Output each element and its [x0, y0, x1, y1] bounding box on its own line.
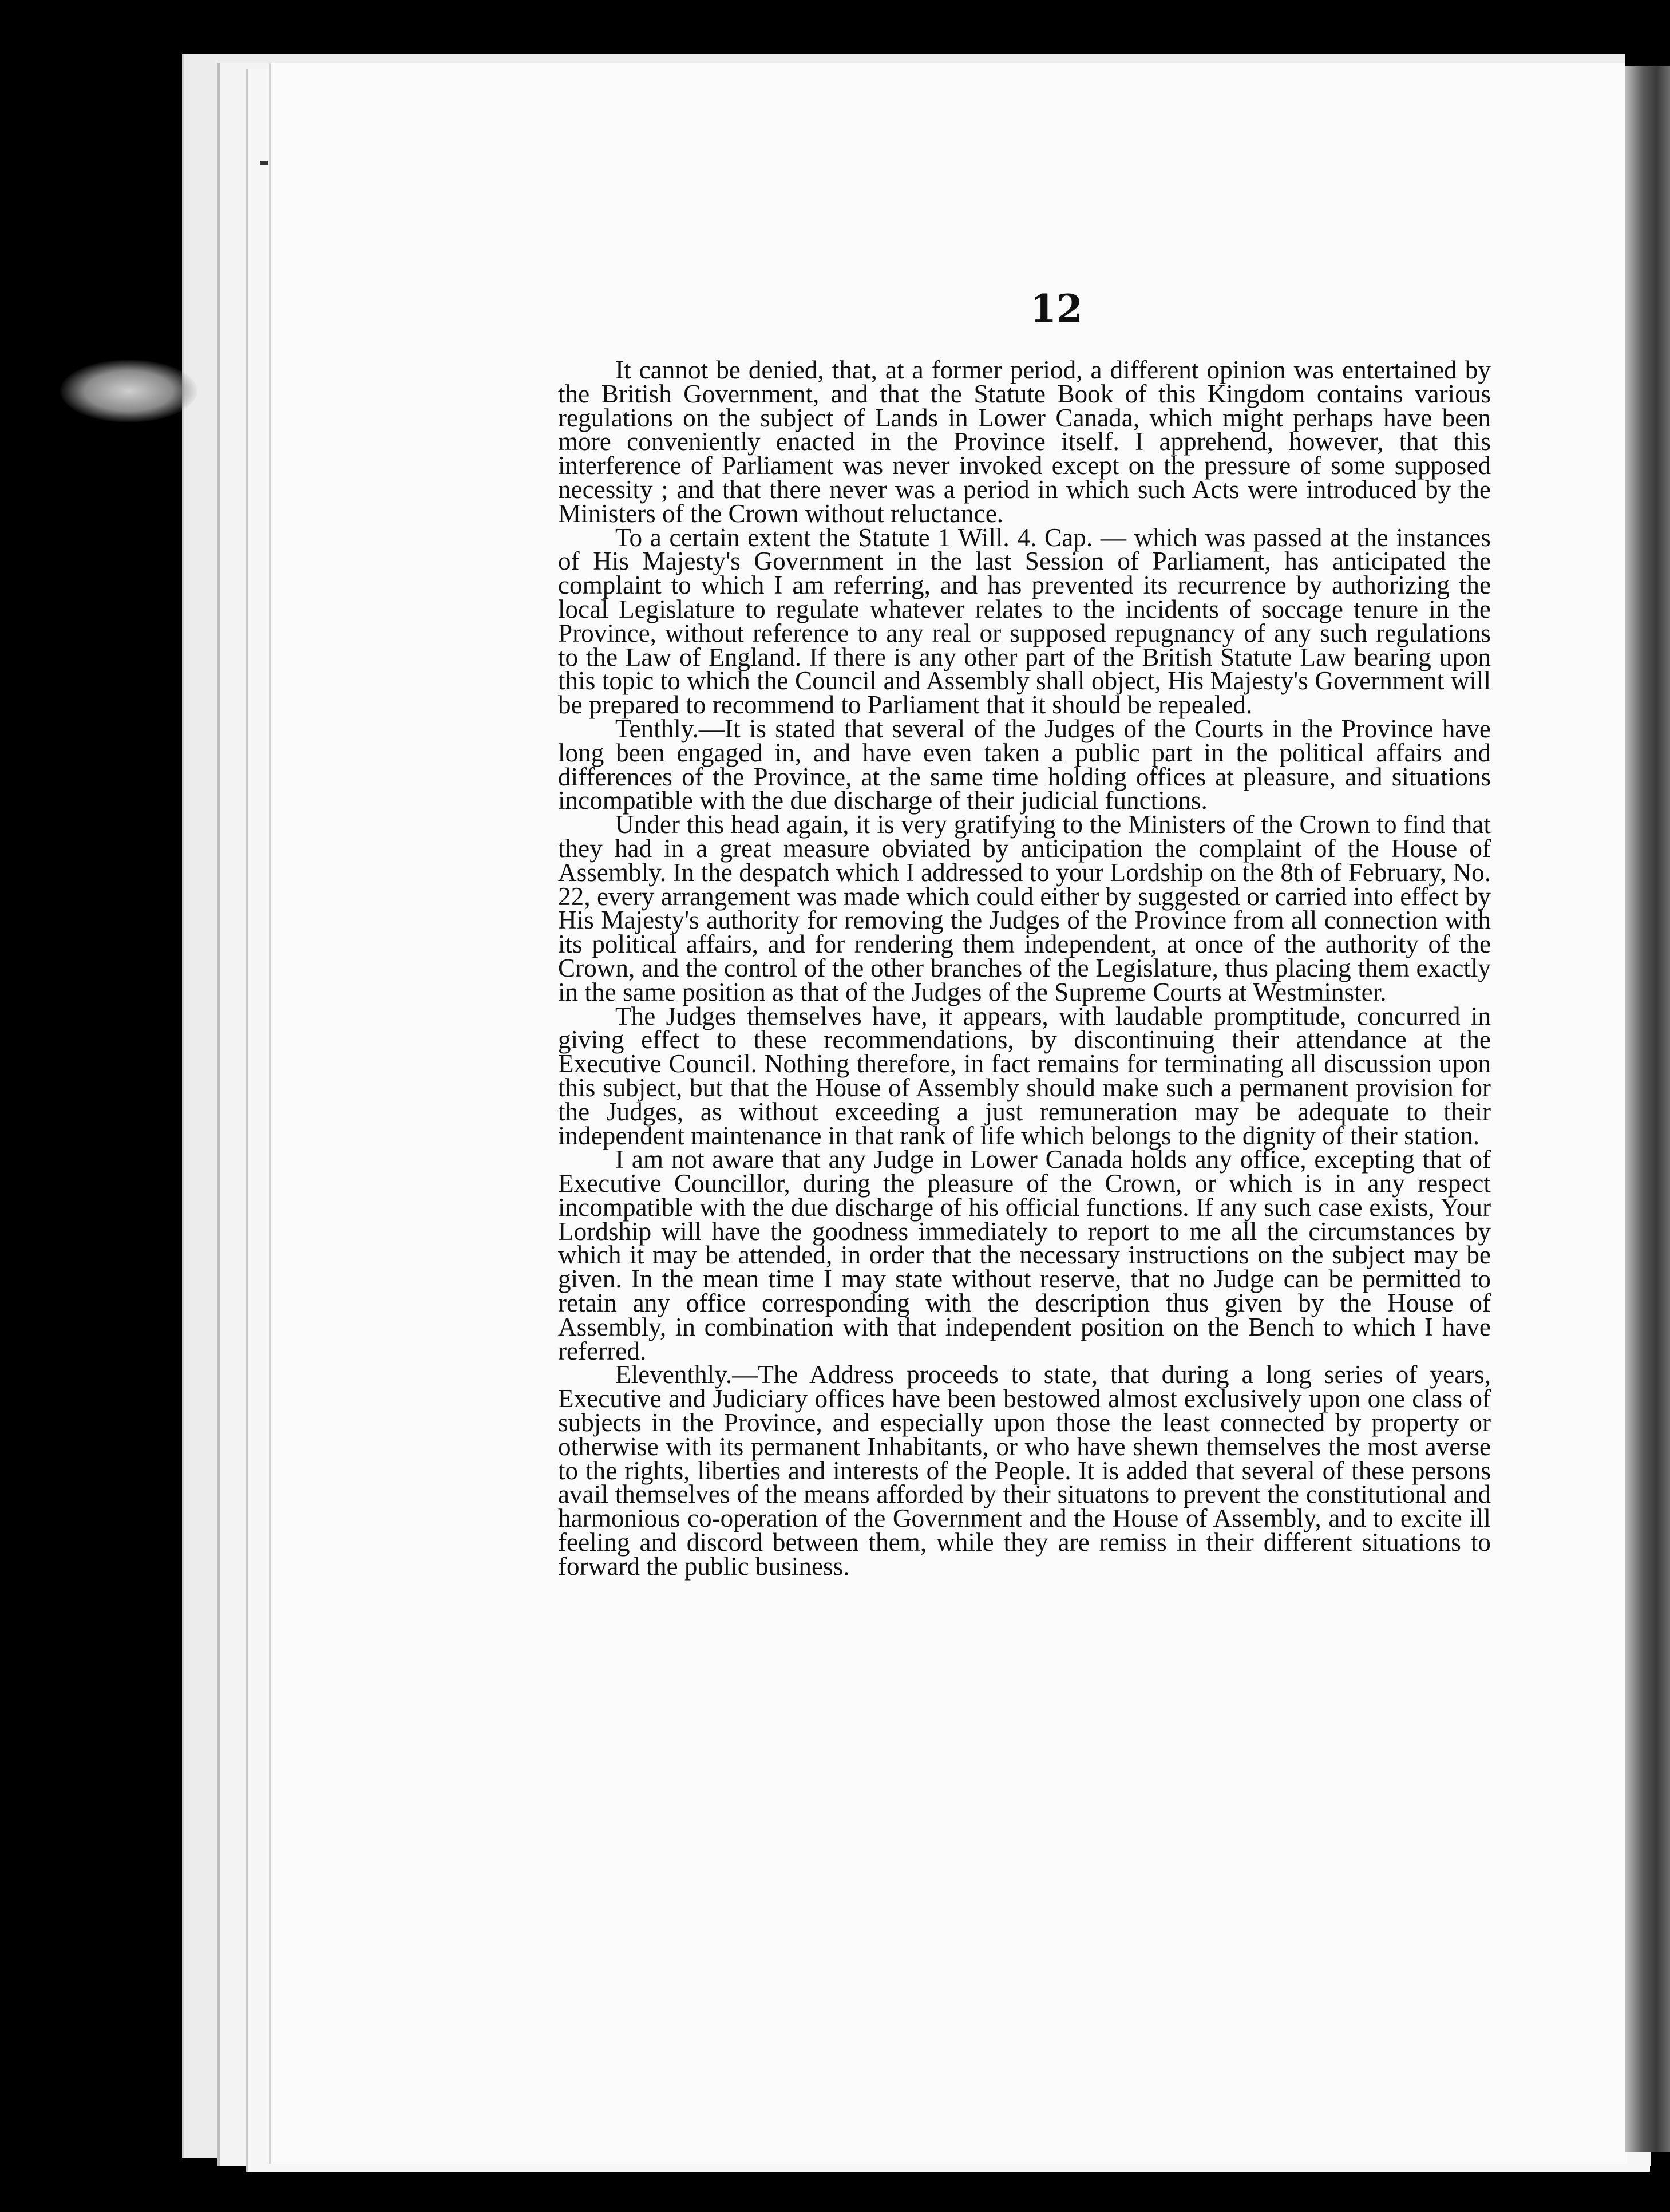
- paragraph-tenthly: Tenthly.—It is stated that several of the Judges of the Courts in the Province have long been engaged in, and have even taken a public part in the political affairs and differences of the Province, at the same time holding offices at pleasure, and situations incompatible with the due discharge of their judicial functions.: [558, 714, 1491, 815]
- binding-spine-top: [1625, 0, 1670, 66]
- paragraph-not-aware: I am not aware that any Judge in Lower Canada holds any office, excepting that of Executive Councillor, during the pleasure of the Crown, or which is in any respect incompatible with the due discharge of his official functions. If any such case exists, Your Lordship will have the goodness immediately to report to me all the circumstances by which it may be attended, in order that the necessary instructions on the subject may be given. In the mean time I may state without reserve, that no Judge can be permitted to retain any office corresponding with the description thus given by the House of Assembly, in combination with that independent position on the Bench to which I have referred.: [558, 1145, 1491, 1365]
- binding-spine: [1625, 63, 1670, 2152]
- ink-smudge: [60, 360, 197, 422]
- paragraph-statute: To a certain extent the Statute 1 Will. 4. Cap. — which was passed at the instances of His Majesty's Government in the last Session of Parliament, has anticipated the complaint to which I am referring, and has prevented its recurrence by authorizing the local Legislature to regulate whatever relates to the incidents of soccage tenure in the Province, without reference to any real or supposed repugnancy of any such regulations to the Law of England. If there is any other part of the British Statute Law bearing upon this topic to which the Council and Assembly shall object, His Majesty's Government will be prepared to recommend to Parliament that it should be repealed.: [558, 523, 1491, 720]
- body-text: [558, 358, 1491, 1579]
- paragraph-ministers: Under this head again, it is very gratifying to the Ministers of the Crown to find that they had in a great measure obviated by anticipation the complaint of the House of Assembly. In the despatch which I addressed to your Lordship on the 8th of February, No. 22, every arrangement was made which could either by suggested or carried into effect by His Majesty's authority for removing the Judges of the Province from all connection with its political affairs, and for rendering them independent, at once of the authority of the Crown, and the control of the other branches of the Legislature, thus placing them exactly in the same position as that of the Judges of the Supreme Courts at Westminster.: [558, 810, 1491, 1006]
- margin-mark: [260, 161, 268, 165]
- paragraph-eleventhly: Eleventhly.—The Address proceeds to state, that during a long series of years, Executive and Judiciary offices have been bestowed almost exclusively upon one class of subjects in the Province, and especially upon those the least connected by property or otherwise with its permanent Inhabitants, or who have shewn themselves the most averse to the rights, liberties and interests of the People. It is added that several of these persons avail themselves of the means afforded by their situatons to prevent the constitutional and harmonious co-operation of the Government and the House of Assembly, and to excite ill feeling and discord between them, while they are remiss in their different situations to forward the public business.: [558, 1360, 1491, 1581]
- page-number: 12: [1030, 286, 1083, 331]
- paragraph-former-period: It cannot be denied, that, at a former period, a different opinion was entertained by the British Government, and that the Statute Book of this Kingdom contains various regulations on the subject of Lands in Lower Canada, which might perhaps have been more conveniently enacted in the Province itself. I apprehend, however, that this interference of Parliament was never invoked except on the pressure of some supposed necessity ; and that there never was a period in which such Acts were introduced by the Ministers of the Crown without reluctance.: [558, 356, 1491, 528]
- paragraph-judges: The Judges themselves have, it appears, with laudable promptitude, concurred in giving effect to these recommendations, by discontinuing their attendance at the Executive Council. Nothing therefore, in fact remains for terminating all discussion upon this subject, but that the House of Assembly should make such a permanent provision for the Judges, as without exceeding a just remuneration may be adequate to their independent maintenance in that rank of life which belongs to the dignity of their station.: [558, 1001, 1491, 1150]
